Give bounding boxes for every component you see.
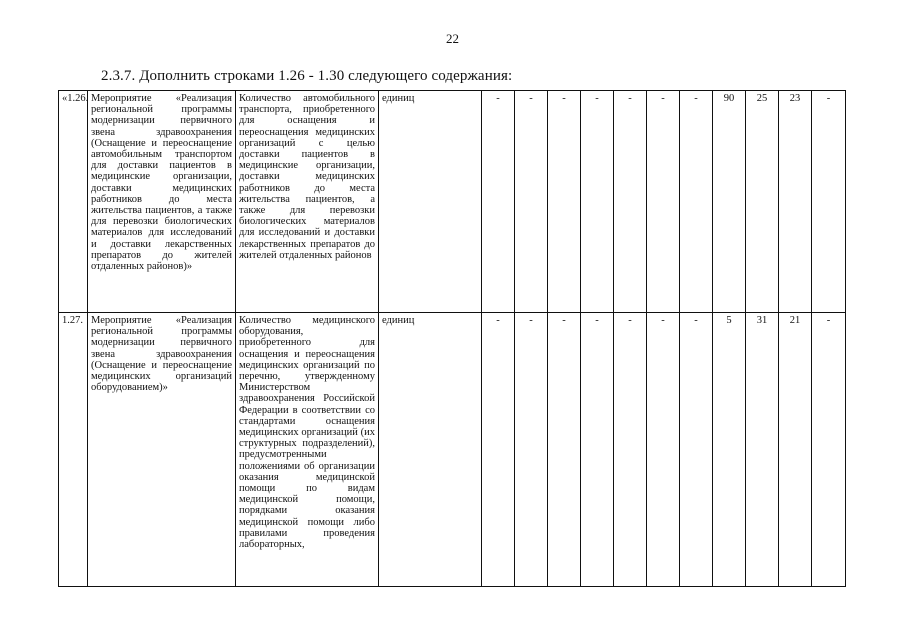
row-number: «1.26.	[59, 91, 88, 313]
value-cell: -	[515, 313, 548, 587]
value-cell: -	[812, 91, 846, 313]
value-cell: -	[812, 313, 846, 587]
indicator-cell: Количество медицинского оборудования, приобретенного для оснащения и переоснащения медицинских организаций по перечню, утвержденному Министерством здравоохранения Российской Федерации в соответствии со стандартами оснащения медицинских организаций (их структурных подразделений), предусмотренными положениями об организации оказания медицинской помощи по видам медицинской помощи, порядками оказания медицинской помощи либо правилами проведения лабораторных,	[236, 313, 379, 587]
value-cell: -	[482, 313, 515, 587]
value-cell: 90	[713, 91, 746, 313]
table-row	[59, 313, 846, 587]
value-cell: -	[548, 313, 581, 587]
value-cell: -	[581, 91, 614, 313]
value-cell: -	[548, 91, 581, 313]
value-cell: -	[614, 91, 647, 313]
row-number: 1.27.	[59, 313, 88, 587]
value-cell: -	[482, 91, 515, 313]
event-cell: Мероприятие «Реализация региональной программы модернизации первичного звена здравоохранения (Оснащение и переоснащение медицинских организаций оборудованием)»	[88, 313, 236, 587]
section-heading: 2.3.7. Дополнить строками 1.26 - 1.30 следующего содержания:	[101, 68, 513, 84]
unit-cell: единиц	[379, 313, 482, 587]
page-number: 22	[446, 31, 459, 46]
value-cell: -	[647, 313, 680, 587]
event-cell: Мероприятие «Реализация региональной программы модернизации первичного звена здравоохранения (Оснащение и переоснащение автомобильным транспортом для доставки пациентов в медицинские организации, доставки медицинских работников до места жительства пациентов, а также для перевозки биологических материалов для исследований и доставки лекарственных препаратов до жителей отдаленных районов)»	[88, 91, 236, 313]
indicators-table	[58, 90, 846, 587]
table-row	[59, 91, 846, 313]
value-cell: -	[614, 313, 647, 587]
indicator-cell: Количество автомобильного транспорта, приобретенного для оснащения и переоснащения медицинских организаций с целью доставки пациентов в медицинские организации, доставки медицинских работников до места жительства пациентов, а также для перевозки биологических материалов для исследований и доставки лекарственных препаратов до жителей отдаленных районов	[236, 91, 379, 313]
value-cell: -	[515, 91, 548, 313]
value-cell: -	[680, 91, 713, 313]
value-cell: 21	[779, 313, 812, 587]
unit-cell: единиц	[379, 91, 482, 313]
value-cell: 5	[713, 313, 746, 587]
value-cell: -	[647, 91, 680, 313]
value-cell: 25	[746, 91, 779, 313]
value-cell: 23	[779, 91, 812, 313]
value-cell: 31	[746, 313, 779, 587]
value-cell: -	[581, 313, 614, 587]
value-cell: -	[680, 313, 713, 587]
